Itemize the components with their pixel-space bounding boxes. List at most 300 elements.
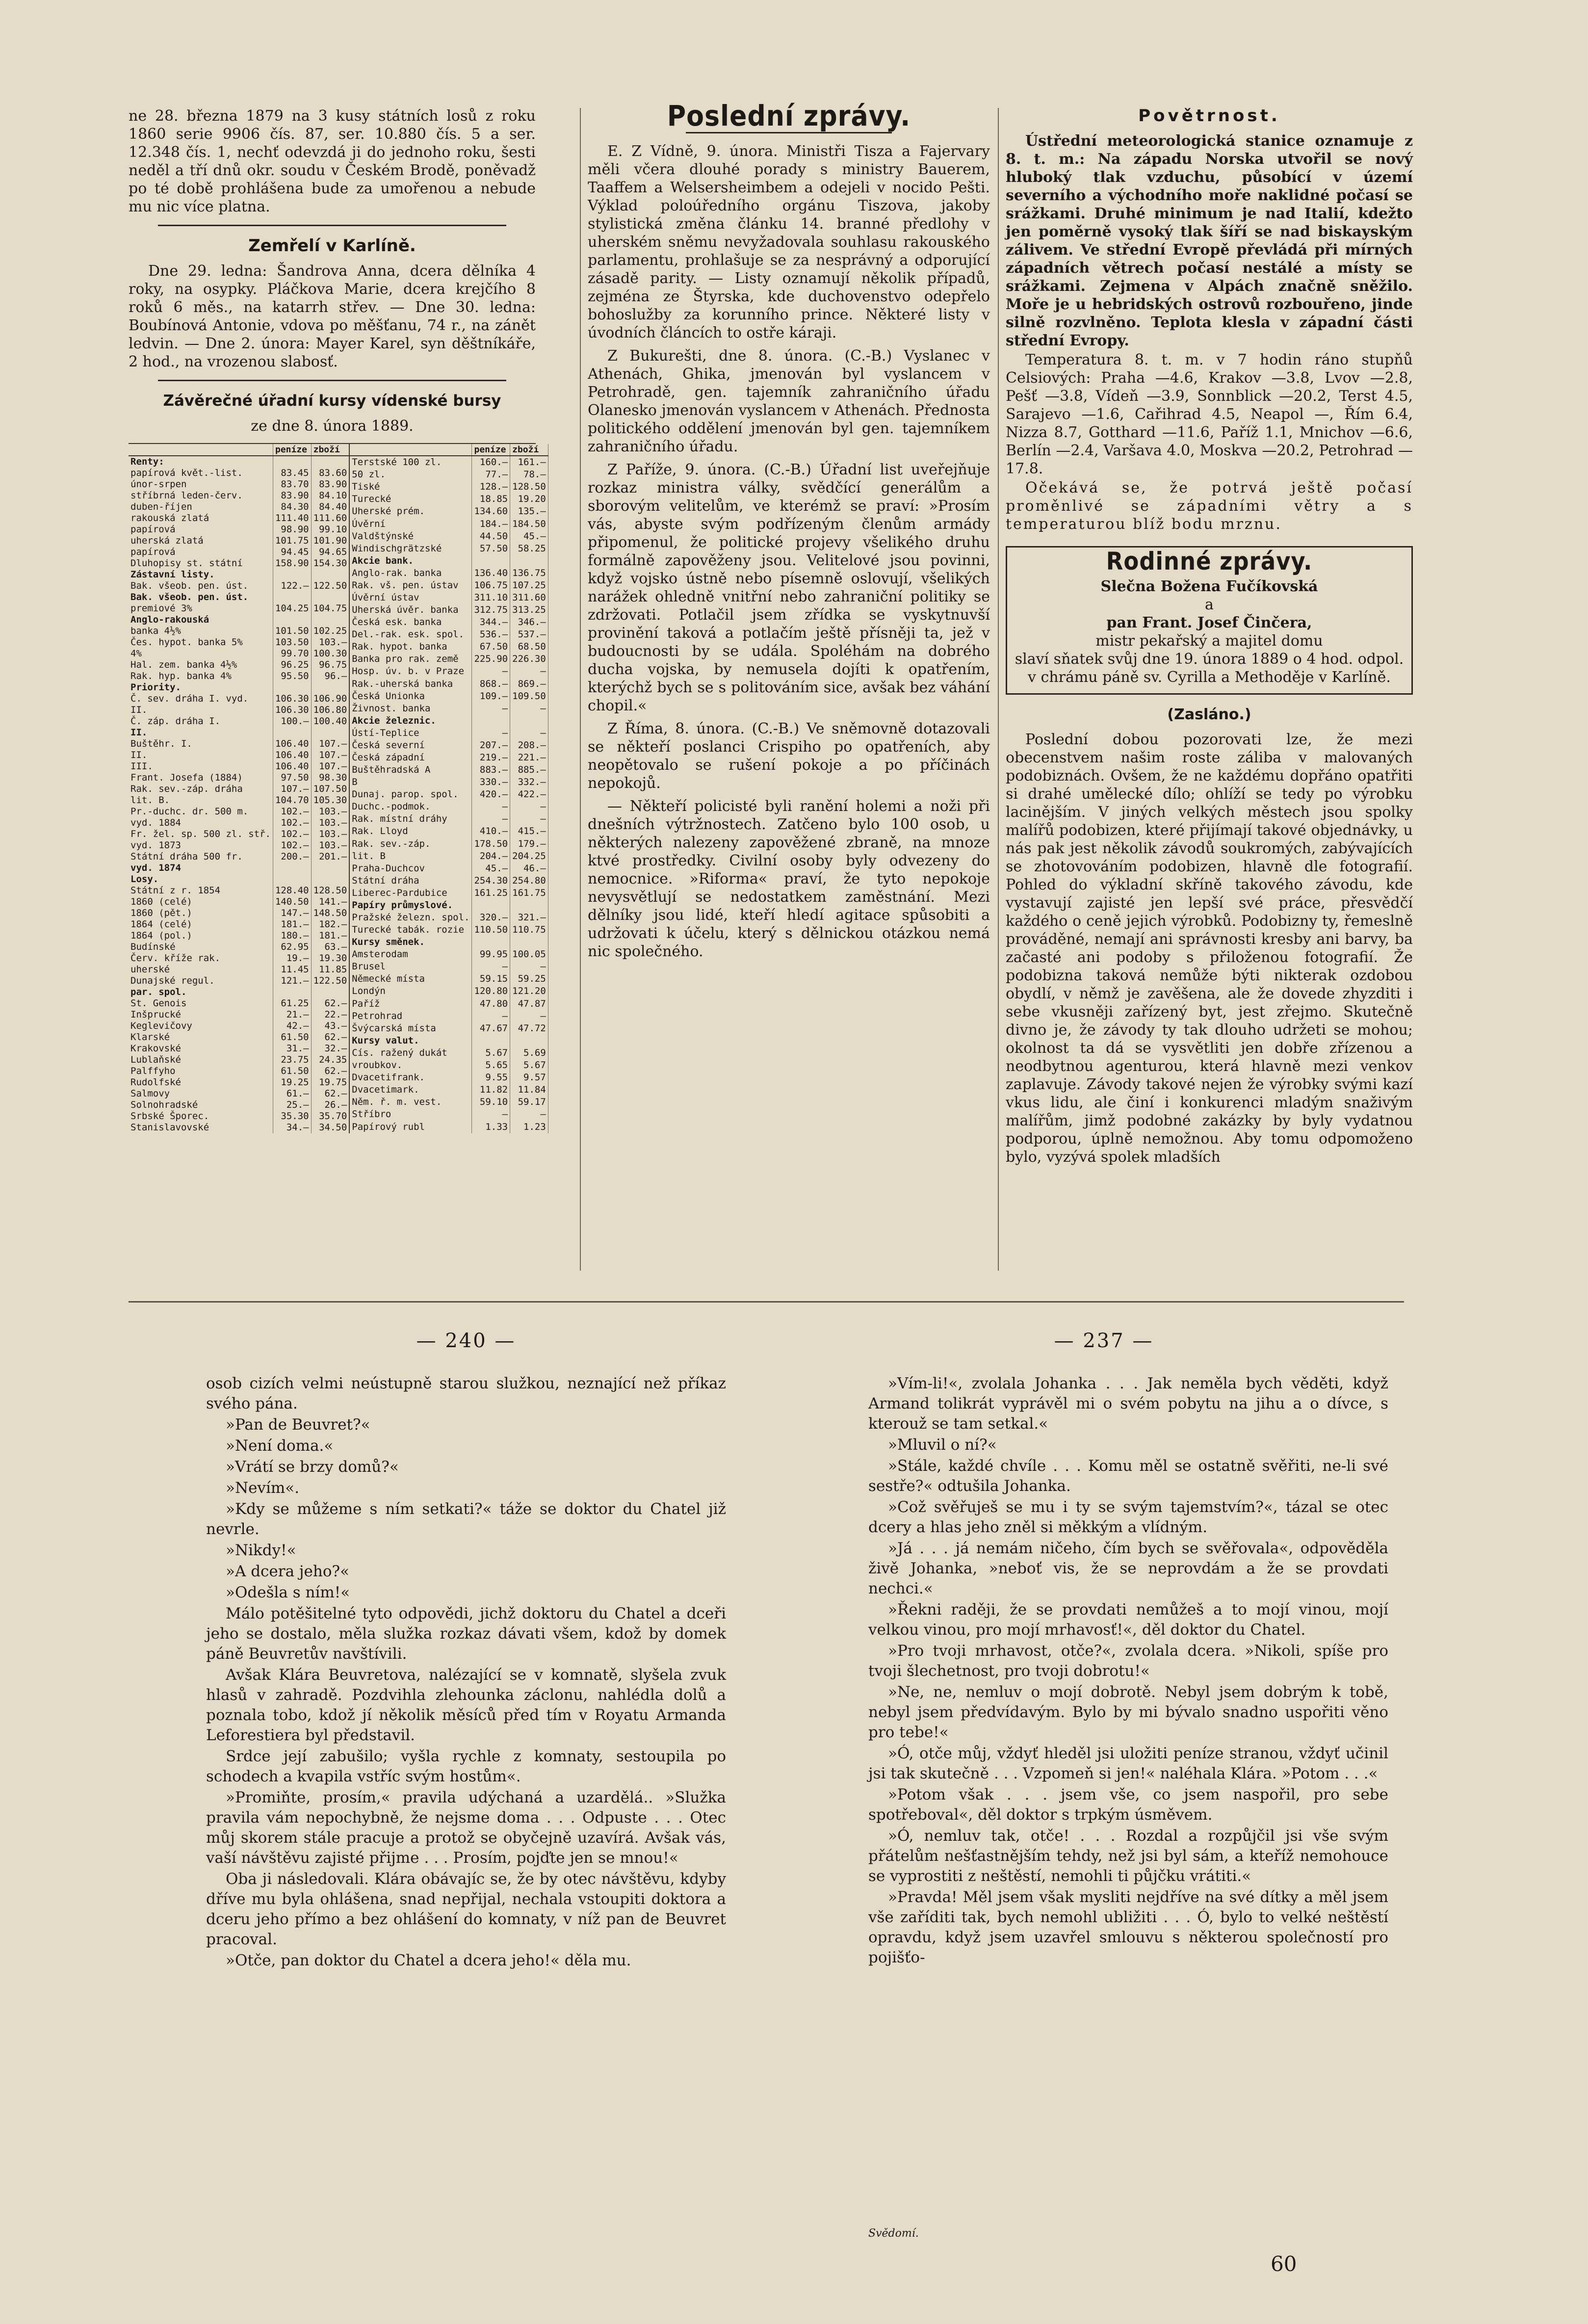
kurs-value: 96.75 [311, 659, 349, 671]
kurs-right-row [350, 1022, 548, 1035]
kurs-item: Uherské prém. [350, 505, 472, 518]
kurs-value: 83.45 [273, 468, 311, 479]
kurs-item: Dunaj. parop. spol. [350, 788, 472, 801]
story-paragraph: »Ó, otče můj, vždyť hleděl jsi uložiti peníze stranou, vždyť učinil jsi tak skutečně . . . Vzpomeň si jen!« naléhala Klára. »Potom . . .« [868, 1745, 1388, 1782]
kurs-value: 147.— [273, 908, 311, 919]
kurs-item: Renty: [129, 456, 273, 468]
family-notice [1006, 546, 1413, 695]
kurs-value: 11.45 [273, 964, 311, 975]
kurs-value: — [472, 1108, 510, 1121]
kurs-right-row [350, 653, 548, 665]
kurs-left-row [129, 1099, 349, 1111]
kurs-item: Rudolfské [129, 1077, 273, 1088]
kurs-item: Bak. všeob. pen. úst. [129, 592, 273, 603]
kurs-value [273, 569, 311, 580]
kurs-item: Česká západní [350, 752, 472, 764]
kurs-item: rakouská zlatá [129, 513, 273, 524]
kurs-left-row [129, 908, 349, 919]
kurs-value: 106.40 [273, 761, 311, 772]
kurs-item: II. [129, 750, 273, 761]
kurs-value: 101.50 [273, 626, 311, 637]
kurs-value: 179.— [510, 838, 548, 850]
kurs-value [273, 456, 311, 468]
kurs-left-row [129, 1122, 349, 1133]
kurs-value: 61.— [273, 1088, 311, 1099]
kurs-value [311, 456, 349, 468]
kurs-right-row [350, 641, 548, 653]
kurs-value: 201.— [311, 851, 349, 862]
kurs-value: 161.— [510, 456, 548, 469]
story-paragraph: »Pro tvoji mrhavost, otče?«, zvolala dcera. »Nikoli, spíše pro tvoji šlechetnost, pro tvoji dobrotu!« [868, 1642, 1388, 1680]
kurs-value: 26.— [311, 1099, 349, 1111]
kurs-item: Státní dráha [350, 875, 472, 887]
kurs-left-row [129, 659, 349, 671]
kurs-item: Švýcarská místa [350, 1022, 472, 1035]
kurs-value: 46.— [510, 862, 548, 875]
kurs-value: 61.25 [273, 998, 311, 1009]
column-weather [1006, 107, 1413, 1275]
kurs-value: — [472, 665, 510, 678]
kurs-item: Bak. všeob. pen. úst. [129, 580, 273, 592]
kurs-item: Tiské [350, 481, 472, 493]
kurs-item: premiové 3% [129, 603, 273, 614]
deaths-text: Dne 29. ledna: Šandrova Anna, dcera dělníka 4 roky, na osypky. Pláčkova Marie, dcera krejčího 8 roků 6 měs., na katarrh střev. — Dne 30. ledna: Boubínová Antonie, vdova po měšťanu, 74 r., na zánět ledvin. — Dne 2. února: Mayer Karel, syn děštníkáře, 2 hod., na vrozenou slabosť. [129, 262, 536, 370]
kurs-right-row [350, 912, 548, 924]
kurs-value: 103.— [311, 829, 349, 840]
kurs-right-row [350, 850, 548, 862]
kurs-value: 332.— [510, 776, 548, 788]
kurs-value [273, 874, 311, 885]
kurs-item: 1860 (pět.) [129, 908, 273, 919]
kurs-value: — [510, 801, 548, 813]
kurs-value: 19.20 [510, 493, 548, 505]
kurs-value [510, 555, 548, 567]
kurs-value: 35.30 [273, 1111, 311, 1122]
kurs-left-row [129, 1020, 349, 1032]
column-notices [129, 107, 546, 1275]
kurs-value: 109.50 [510, 690, 548, 703]
kurs-left-row [129, 806, 349, 817]
kurs-value: 68.50 [510, 641, 548, 653]
kurs-value [472, 555, 510, 567]
kurs-value: 97.50 [273, 772, 311, 783]
kurs-left-row [129, 535, 349, 547]
kurs-item: Cís. ražený dukát [350, 1047, 472, 1059]
kurs-left-row [129, 727, 349, 738]
kurs-value: 62.— [311, 1066, 349, 1077]
kurs-value: — [510, 813, 548, 825]
kurs-right-row [350, 493, 548, 505]
kurs-left-row [129, 479, 349, 490]
story-paragraph: »Nevím«. [226, 1479, 300, 1497]
kurs-value: 312.75 [472, 604, 510, 616]
kurs-item: 1864 (celé) [129, 919, 273, 930]
kurs-right-row [350, 788, 548, 801]
kurs-value: 107.50 [311, 783, 349, 795]
kurs-left-row [129, 885, 349, 896]
kurs-item: Amsterodam [350, 948, 472, 961]
kurs-value: 106.75 [472, 579, 510, 592]
kurs-right-row [350, 678, 548, 690]
kurs-value: 102.— [273, 806, 311, 817]
kurs-item: Lublaňské [129, 1054, 273, 1066]
kurs-item: Krakovské [129, 1043, 273, 1054]
story-paragraph: »Ó, nemluv tak, otče! . . . Rozdal a rozpůjčil jsi vše svým přátelům nešťastnějším tehdy, než jsi byl sám, a kteříž nemohouce se vyprostiti z neštěstí, nemohli ti půjčku vrátiti.« [868, 1827, 1388, 1885]
divider [158, 380, 506, 381]
kurs-item: Papírový rubl [350, 1121, 472, 1133]
kurs-value: 869.— [510, 678, 548, 690]
temperature-text: Temperatura 8. t. m. v 7 hodin ráno stupňů Celsiových: Praha —4.6, Krakov —3.8, Lvov —2.8, Pešť —3.8, Vídeň —3.9, Sonnblick —20.2, Terst 4.5, Sarajevo —1.6, Cařihrad 4.5, Neapol —, Řím 6.4, Nizza 8.7, Gotthard —11.6, Paříž 1.1, Mnichov —6.6, Berlín —2.4, Varšava 4.0, Moskva —20.2, Petrohrad —17.8. [1006, 351, 1413, 477]
kurs-right-row [350, 715, 548, 727]
kurs-left-row [129, 569, 349, 580]
kurs-value: 25.— [273, 1099, 311, 1111]
kurs-value: 19.— [273, 953, 311, 964]
kurs-item: Ústí-Teplice [350, 727, 472, 739]
kurs-value: 140.50 [273, 896, 311, 908]
kurs-value: 180.— [273, 930, 311, 941]
story-paragraph: »A dcera jeho?« [226, 1563, 350, 1580]
kurs-value: 106.40 [273, 738, 311, 750]
kurs-left-row [129, 614, 349, 626]
kurs-value [311, 987, 349, 998]
kurs-value: — [472, 703, 510, 715]
kurs-value [472, 899, 510, 912]
kurs-value: 106.30 [273, 693, 311, 705]
kurs-item: 4% [129, 648, 273, 659]
kurs-item: Praha-Duchcov [350, 862, 472, 875]
kurs-head: zboží [311, 444, 349, 456]
kurs-value: — [510, 961, 548, 973]
kurs-value [273, 727, 311, 738]
story-paragraph: Málo potěšitelné tyto odpovědi, jichž doktoru du Chatel a dceři jeho se dostalo, měla služka rozkaz dávati všem, kdož by domek páně Beuvretův navštívili. [206, 1605, 726, 1663]
kurs-item: Kursy směnek. [350, 936, 472, 948]
intro-paragraph: ne 28. března 1879 na 3 kusy státních losů z roku 1860 serie 9906 čís. 87, ser. 10.880 čís. 5 a ser. 12.348 čís. 1, nechť odevzdá ji do jednoho roku, šesti neděl a tří dnů okr. soudu v Českém Brodě, poněvadž po té době prohlášena bude za umořenou a nebude mu nic více platna. [129, 107, 536, 215]
story-paragraph: »Odešla s ním!« [226, 1584, 350, 1601]
kurs-item: Fr. žel. sp. 500 zl. stř. [129, 829, 273, 840]
kurs-value: 19.75 [311, 1077, 349, 1088]
kurs-left-row [129, 750, 349, 761]
kurs-value: 111.60 [311, 513, 349, 524]
kurs-value: 204.25 [510, 850, 548, 862]
kurs-right-row [350, 1096, 548, 1108]
kurs-value: 204.— [472, 850, 510, 862]
kurs-left-row [129, 874, 349, 885]
kurs-right-row [350, 899, 548, 912]
kurs-value: 31.— [273, 1043, 311, 1054]
story-paragraph: »Kdy se můžeme s ním setkati?« táže se doktor du Chatel již nevrle. [206, 1500, 726, 1538]
kurs-item: Liberec-Pardubice [350, 887, 472, 899]
kurs-item: Papíry průmyslové. [350, 899, 472, 912]
kurs-value: 67.50 [472, 641, 510, 653]
kurs-right-row [350, 690, 548, 703]
kurs-value: 19.30 [311, 953, 349, 964]
kurs-right-row [350, 628, 548, 641]
story-paragraph: »Ne, ne, nemluv o mojí dobrotě. Nebyl jsem dobrým k tobě, nebyl jsem předvídavým. Bylo by mi bývalo snadno uspořiti věno pro tebe!« [868, 1683, 1388, 1741]
kurs-value: 122.50 [311, 975, 349, 987]
kurs-value: 42.— [273, 1020, 311, 1032]
kurs-value: 5.69 [510, 1047, 548, 1059]
kurs-value: 415.— [510, 825, 548, 837]
kurs-value: 346.— [510, 616, 548, 628]
kurs-item: Frant. Josefa (1884) [129, 772, 273, 783]
kurs-value: 96.25 [273, 659, 311, 671]
kurs-value: 22.— [311, 1009, 349, 1020]
kurs-value: 77.— [472, 469, 510, 481]
kurs-left-row [129, 930, 349, 941]
kurs-value: 23.75 [273, 1054, 311, 1066]
kurs-value: 5.67 [510, 1059, 548, 1071]
kurs-value: 106.40 [273, 750, 311, 761]
kurs-right-row [350, 948, 548, 961]
kurs-item: Anglo-rak. banka [350, 567, 472, 579]
kurs-value: 158.90 [273, 558, 311, 569]
kurs-right-row [350, 456, 548, 469]
kurs-value: 99.95 [472, 948, 510, 961]
kurs-value [311, 874, 349, 885]
kurs-value: 321.— [510, 912, 548, 924]
kurs-value [472, 715, 510, 727]
kurs-value: 84.30 [273, 501, 311, 513]
kurs-item: banka 4½% [129, 626, 273, 637]
kurs-value: 5.67 [472, 1047, 510, 1059]
weather-text: Ústřední meteorologická stanice oznamuje z 8. t. m.: Na západu Norska utvořil se nový hluboký tlak vzduchu, působící v území severního a východního moře naklidné počasí se srážkami. Druhé minimum je nad Italií, kdežto jen poměrně vysoký tlak šíří se nad biskayským zálivem. Ve střední Evropě převládá při mírných západních větrech počasí nestálé a místy se srážkami. Zejmena v Alpách značně sněžilo. Moře je u hebridských ostrovů rozbouřeno, jinde silně rozvlněno. Teplota klesla v západní části střední Evropy. [1006, 132, 1413, 349]
kurs-left-row [129, 705, 349, 716]
kurs-item: Č. sev. dráha I. vyd. [129, 693, 273, 705]
kurs-value [472, 936, 510, 948]
kurs-value: 21.— [273, 1009, 311, 1020]
kurs-item: Keglevičovy [129, 1020, 273, 1032]
story-paragraph: »Nikdy!« [226, 1541, 296, 1559]
kurs-head: zboží [510, 444, 548, 456]
kurs-item: Uherská úvěr. banka [350, 604, 472, 616]
kurs-item: Solnohradské [129, 1099, 273, 1111]
kurs-value: 100.— [273, 716, 311, 727]
kurs-right-row [350, 739, 548, 752]
kurs-right-row [350, 505, 548, 518]
kurs-value [510, 899, 548, 912]
kurs-item: stříbrná leden-červ. [129, 490, 273, 501]
kurs-left-row [129, 1111, 349, 1122]
kurs-value: 181.— [273, 919, 311, 930]
kurs-item: Del.-rak. esk. spol. [350, 628, 472, 641]
kurs-value: 61.50 [273, 1066, 311, 1077]
story-paragraph: »Já . . . já nemám ničeho, čím bych se svěřovala«, odpověděla živě Johanka, »neboť vis, že se neprovdám a že se provdati nechci.« [868, 1540, 1388, 1597]
kurs-item: únor-srpen [129, 479, 273, 490]
divider [158, 225, 506, 226]
kurs-value: 330.— [472, 776, 510, 788]
kurs-value: 104.70 [273, 795, 311, 806]
kurs-right-row [350, 801, 548, 813]
kurs-left-row [129, 603, 349, 614]
kurs-value: 83.70 [273, 479, 311, 490]
kurs-value: 207.— [472, 739, 510, 752]
kurs-value: 135.— [510, 505, 548, 518]
kurs-right-row [350, 616, 548, 628]
kurs-value: 422.— [510, 788, 548, 801]
kurs-item: Kursy valut. [350, 1035, 472, 1047]
family-line: v chrámu páně sv. Cyrilla a Methoděje v Karlíně. [1028, 669, 1391, 686]
kurs-value: 62.— [311, 998, 349, 1009]
kurs-right-row [350, 936, 548, 948]
kurs-title: Závěrečné úřadní kursy vídenské bursy [163, 392, 501, 410]
kurs-left-row [129, 840, 349, 851]
kurs-value: 59.25 [510, 973, 548, 985]
story-paragraph: »Stále, každé chvíle . . . Komu měl se ostatně svěřiti, ne-li své sestře?« odtušila Johanka. [868, 1457, 1388, 1495]
kurs-value: 24.35 [311, 1054, 349, 1066]
kurs-left-row [129, 761, 349, 772]
kurs-value: 122.50 [311, 580, 349, 592]
kurs-value: 103.— [311, 637, 349, 648]
column-news [588, 99, 990, 1275]
kurs-value: 219.— [472, 752, 510, 764]
kurs-left-row [129, 682, 349, 693]
kurs-value: 100.30 [311, 648, 349, 659]
kurs-left-row [129, 693, 349, 705]
kurs-item: Rak. hypot. banka [350, 641, 472, 653]
kurs-right-row [350, 887, 548, 899]
kurs-value: 420.— [472, 788, 510, 801]
kurs-value: 78.— [510, 469, 548, 481]
kurs-value: 83.90 [311, 479, 349, 490]
kurs-item: Rak. vš. pen. ústav [350, 579, 472, 592]
kurs-value: 134.60 [472, 505, 510, 518]
kurs-item: vyd. 1874 [129, 862, 273, 874]
kurs-value: 47.80 [472, 998, 510, 1010]
kurs-value: — [510, 727, 548, 739]
kurs-left-row [129, 513, 349, 524]
kurs-item: vyd. 1884 [129, 817, 273, 829]
kurs-right-row [350, 1121, 548, 1133]
kurs-value: 96.— [311, 671, 349, 682]
kurs-left-row [129, 738, 349, 750]
kurs-item: Rak. místní dráhy [350, 813, 472, 825]
kurs-item: Úvěrní [350, 518, 472, 530]
kurs-value: 537.— [510, 628, 548, 641]
kurs-value: 885.— [510, 764, 548, 776]
story-paragraph: »Není doma.« [226, 1437, 334, 1455]
kurs-right-row [350, 1084, 548, 1096]
kurs-item: Dvacetimark. [350, 1084, 472, 1096]
kurs-item: Státní z r. 1854 [129, 885, 273, 896]
kurs-right-row [350, 973, 548, 985]
kurs-value: 100.40 [311, 716, 349, 727]
kurs-value: 84.40 [311, 501, 349, 513]
kurs-value: 59.15 [472, 973, 510, 985]
kurs-value: 344.— [472, 616, 510, 628]
kurs-value: 83.60 [311, 468, 349, 479]
kurs-item: Rak.-uherská banka [350, 678, 472, 690]
kurs-right-row [350, 961, 548, 973]
kurs-date: ze dne 8. února 1889. [251, 418, 414, 435]
kurs-value: 11.85 [311, 964, 349, 975]
kurs-value: 320.— [472, 912, 510, 924]
kurs-right-row [350, 543, 548, 555]
kurs-value [311, 727, 349, 738]
kurs-item: par. spol. [129, 987, 273, 998]
kurs-left-row [129, 975, 349, 987]
kurs-value: 121.— [273, 975, 311, 987]
kurs-value: 102.25 [311, 626, 349, 637]
kurs-value: 59.10 [472, 1096, 510, 1108]
kurs-value: 121.20 [510, 985, 548, 997]
kurs-value: 104.75 [311, 603, 349, 614]
news-title: Poslední zprávy. [667, 99, 911, 132]
kurs-head: peníze [472, 444, 510, 456]
kurs-value: 109.— [472, 690, 510, 703]
kurs-left-row [129, 1009, 349, 1020]
story-paragraph: »Potom však . . . jsem vše, co jsem naspořil, pro sebe spotřeboval«, děl doktor s trpkým úsměvem. [868, 1786, 1388, 1824]
kurs-value [311, 682, 349, 693]
kurs-right-row [350, 703, 548, 715]
kurs-item: Duchc.-podmok. [350, 801, 472, 813]
kurs-value: 110.50 [472, 924, 510, 936]
story-paragraph: Oba ji následovali. Klára obávajíc se, že by otec návštěvu, kdyby dříve mu byla ohlášena, snad nepřijal, nechala vstoupiti doktora a dceru jeho přímo a bez ohlášení do komnaty, v níž pan de Beuvret pracoval. [206, 1870, 726, 1948]
kurs-left-row [129, 456, 349, 468]
kurs-left-row [129, 1088, 349, 1099]
kurs-item: Rak. sev.-záp. [350, 838, 472, 850]
kurs-value: 84.10 [311, 490, 349, 501]
kurs-value: 11.82 [472, 1084, 510, 1096]
weather-title: Povětrnost. [1138, 106, 1280, 126]
kurs-value: 62.— [311, 1088, 349, 1099]
kurs-left-row [129, 1054, 349, 1066]
kurs-value: — [472, 1010, 510, 1022]
kurs-value: 103.— [311, 806, 349, 817]
story-paragraph: Avšak Klára Beuvretova, nalézající se v komnatě, slyšela zvuk hlasů v zahradě. Pozdvihla zlehounka záclonu, nahlédla dolů a poznala tobo, kdož jí několik měsíců před tím v Royatu Armanda Leforestiera byl představil. [206, 1666, 726, 1744]
kurs-value [472, 1035, 510, 1047]
news-paragraph: — Někteří policisté byli ranění holemi a noži při dnešních výtržnostech. Zatčeno bylo 100 osob, u některých nalezeny zapověžené zbraně, na mnoze ktvé prostředky. Civilní osoby byly odvezeny do nemocnice. »Riforma« praví, že tyto nepokoje nevysvětlují se nedostatkem zaměstnání. Mezi dělníky jsou lidé, kteří hledí agitace spůsobiti a udržovati k účelu, který s dělnickou otázkou nemá nic společného. [588, 798, 990, 960]
kurs-right-row [350, 518, 548, 530]
kurs-value: 254.30 [472, 875, 510, 887]
family-line: mistr pekařský a majitel domu [1095, 632, 1323, 650]
kurs-item: 1860 (celé) [129, 896, 273, 908]
kurs-value: 128.40 [273, 885, 311, 896]
kurs-item: Terstské 100 zl. [350, 456, 472, 469]
kurs-item: Státní dráha 500 fr. [129, 851, 273, 862]
kurs-value: 311.60 [510, 592, 548, 604]
kurs-item: lit. B [350, 850, 472, 862]
kurs-value: 161.75 [510, 887, 548, 899]
kurs-left-row [129, 817, 349, 829]
kurs-value: 868.— [472, 678, 510, 690]
kurs-value: 103.— [311, 840, 349, 851]
kurs-value: 182.— [311, 919, 349, 930]
kurs-value: 102.— [273, 817, 311, 829]
kurs-value: 128.50 [510, 481, 548, 493]
zaslano-title: (Zasláno.) [1167, 706, 1251, 723]
kurs-value: 181.— [311, 930, 349, 941]
kurs-right-row [350, 875, 548, 887]
family-title: Rodinné zprávy. [1106, 547, 1313, 575]
kurs-item: Turecké tabák. rozie [350, 924, 472, 936]
kurs-value: 107.— [311, 750, 349, 761]
kurs-item: papírová květ.-list. [129, 468, 273, 479]
kurs-value: 178.50 [472, 838, 510, 850]
kurs-item: Anglo-rakouská [129, 614, 273, 626]
kurs-value: 9.55 [472, 1071, 510, 1084]
kurs-value [311, 614, 349, 626]
kurs-value: 410.— [472, 825, 510, 837]
kurs-value [273, 682, 311, 693]
kurs-value: — [510, 1108, 548, 1121]
kurs-value: 98.90 [273, 524, 311, 535]
kurs-item: St. Genois [129, 998, 273, 1009]
kurs-value: 47.72 [510, 1022, 548, 1035]
kurs-item: Paříž [350, 998, 472, 1010]
kurs-item: Červ. kříže rak. [129, 953, 273, 964]
kurs-value: 107.— [311, 738, 349, 750]
kurs-value: 154.30 [311, 558, 349, 569]
